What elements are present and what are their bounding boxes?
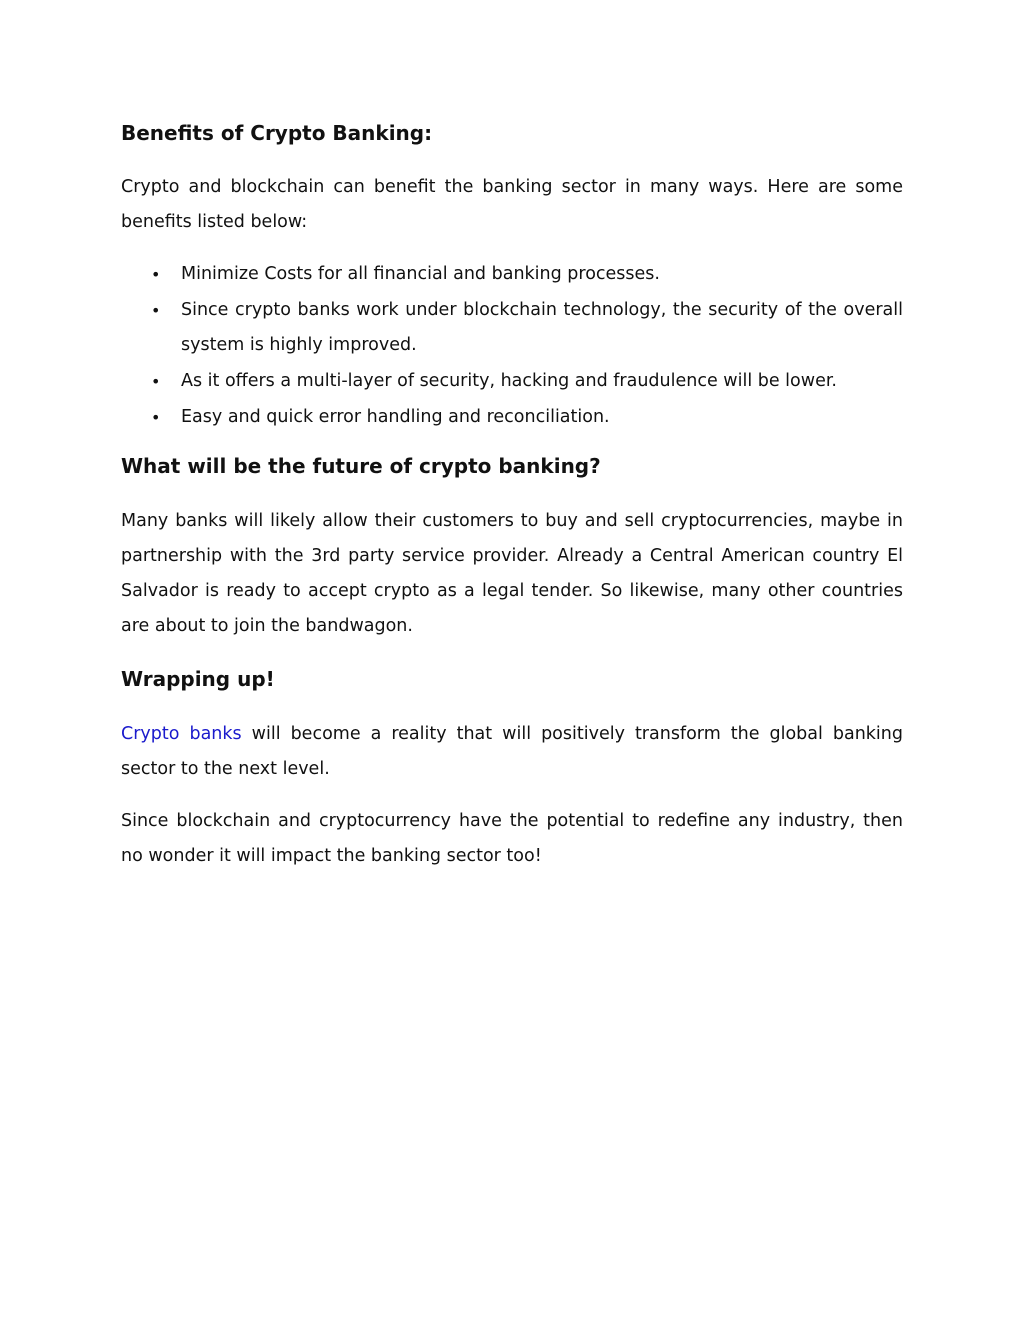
list-item xyxy=(121,364,903,399)
heading-wrapping-up: Wrapping up! xyxy=(121,667,275,691)
list-item-text: Since crypto banks work under blockchain technology, the security of the overall system is highly improved. xyxy=(181,300,903,355)
list-item xyxy=(121,293,903,363)
list-item-text: As it offers a multi-layer of security, hacking and fraudulence will be lower. xyxy=(181,371,837,391)
list-item-text: Easy and quick error handling and reconciliation. xyxy=(181,407,610,427)
list-item xyxy=(121,400,903,435)
heading-future: What will be the future of crypto banking? xyxy=(121,454,601,478)
future-paragraph: Many banks will likely allow their customers to buy and sell cryptocurrencies, maybe in partnership with the 3rd party service provider. Already a Central American country El Salvador is ready to accept crypto as a legal tender. So likewise, many other countries are about to join the bandwagon. xyxy=(121,511,903,636)
wrapping-paragraph-1-text: will become a reality that will positively transform the global banking sector to the next level. xyxy=(121,724,903,779)
wrapping-paragraph-2: Since blockchain and cryptocurrency have the potential to redefine any industry, then no wonder it will impact the banking sector too! xyxy=(121,811,903,866)
benefits-list xyxy=(121,257,903,435)
bullet-icon: • xyxy=(151,301,161,320)
heading-benefits: Benefits of Crypto Banking: xyxy=(121,121,433,145)
bullet-icon: • xyxy=(151,265,161,284)
bullet-icon: • xyxy=(151,372,161,391)
list-item-text: Minimize Costs for all financial and banking processes. xyxy=(181,264,660,284)
benefits-intro: Crypto and blockchain can benefit the banking sector in many ways. Here are some benefits listed below: xyxy=(121,177,903,232)
document-page xyxy=(121,108,903,874)
wrapping-paragraph-1 xyxy=(121,717,903,787)
list-item xyxy=(121,257,903,292)
crypto-banks-link[interactable]: Crypto banks xyxy=(121,724,242,744)
bullet-icon: • xyxy=(151,408,161,427)
